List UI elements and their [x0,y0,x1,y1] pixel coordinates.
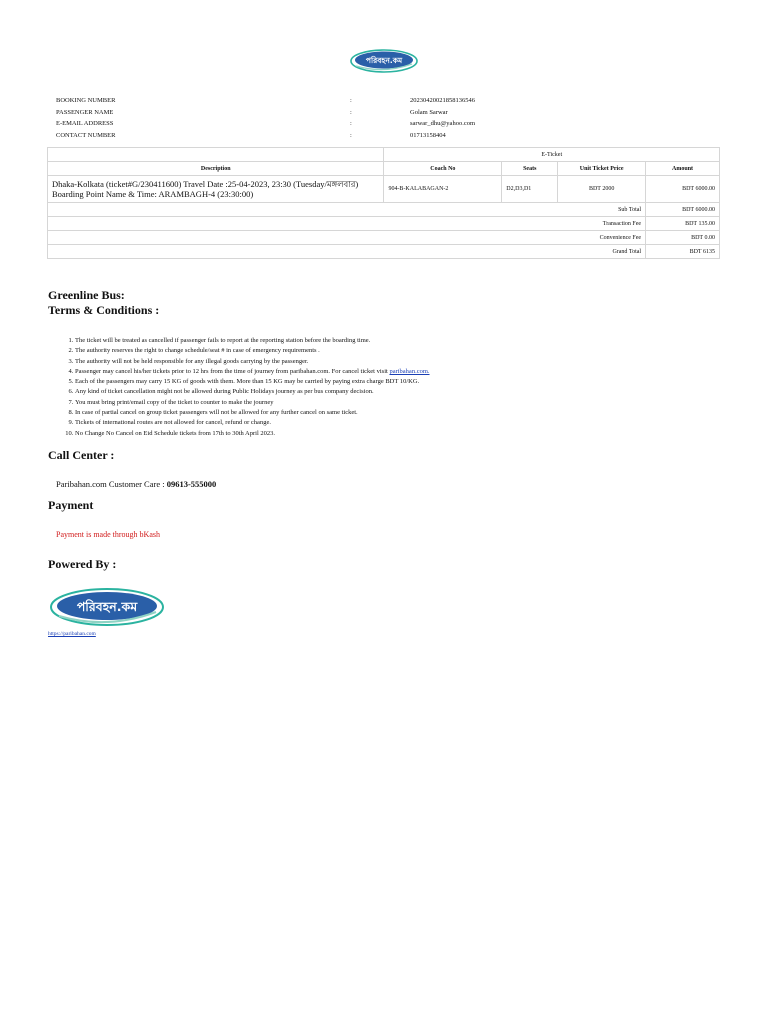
contact-number-value: 01713158404 [410,131,446,139]
term-item: 3. The authority will not be held responsible for any illegal goods carrying by the passenger. [75,357,765,367]
booking-number-value: 20230420021858136546 [410,97,475,104]
term-item: 5. Each of the passengers may carry 15 KG of goods with them. More than 15 KG may be carried by paying extra charge BDT 10/KG. [75,377,765,387]
term-item: 6. Any kind of ticket cancellation might not be allowed during Public Holidays journey as per bus company decision. [75,387,765,397]
unit-ticket-price: BDT 2000 [558,176,646,203]
svg-text:পরিবহন.কম: পরিবহন.কম [365,56,403,65]
grand-total-value: BDT 6135 [646,245,720,259]
contact-number-row [56,130,475,142]
call-center-title: Call Center : [48,448,115,462]
e-ticket-heading: E-Ticket [384,148,720,162]
column-header-unit-price: Unit Ticket Price [558,162,646,176]
ticket-item-row [48,176,720,203]
paribahan-website-link[interactable]: https://paribahan.com [48,631,96,637]
e-ticket-heading-row [48,148,720,162]
payment-title: Payment [48,498,94,512]
term-item: 9. Tickets of international routes are not allowed for cancel, refund or change. [75,418,765,428]
term-item: 2. The authority reserves the right to change schedule/seat # in case of emergency requirements . [75,346,765,356]
transaction-fee-label: Transaction Fee [48,217,646,231]
colon: : [350,108,352,116]
column-header-amount: Amount [646,162,720,176]
call-center-text: Paribahan.com Customer Care : [56,479,167,489]
e-ticket-table [47,147,720,259]
paribahan-logo [350,47,418,74]
email-value: sarwar_dhu@yahoo.com [410,120,476,127]
grand-total-label: Grand Total [48,245,646,259]
passenger-name-row [56,107,475,119]
term-item: 7. You must bring print/email copy of the ticket to counter to make the journey [75,398,765,408]
svg-text:পরিবহন.কম: পরিবহন.কম [76,599,138,614]
term-item: 8. In case of partial cancel on group ticket passengers will not be allowed for any further cancel on same ticket. [75,408,765,418]
trip-description [48,176,384,203]
convenience-fee-label: Convenience Fee [48,231,646,245]
trip-route-line: Dhaka-Kolkata (ticket#G/230411600) Travel Date :25-04-2023, 23:30 (Tuesday/মঙ্গলবার) [52,179,359,189]
contact-number-label: CONTACT NUMBER [56,131,116,139]
column-header-coach: Coach No [384,162,502,176]
item-amount: BDT 6000.00 [646,176,720,203]
colon: : [350,120,352,127]
coach-number: 904-B-KALABAGAN-2 [384,176,502,203]
term-item: 1. The ticket will be treated as cancelled if passenger fails to report at the reporting station before the boarding time. [75,336,765,346]
subtotal-label: Sub Total [48,203,646,217]
column-header-seats: Seats [502,162,558,176]
booking-number-row [56,95,475,107]
convenience-fee-row [48,231,720,245]
term-text: Passenger may cancel his/her tickets prior to 12 hrs from the time of journey from paribahan.com. For cancel ticket visit [75,367,390,375]
convenience-fee-value: BDT 0.00 [646,231,720,245]
colon: : [350,97,352,104]
seat-numbers: D2,D3,D1 [502,176,558,203]
operator-title: Greenline Bus: [48,288,125,302]
passenger-name-label: PASSENGER NAME [56,108,114,116]
cancel-ticket-link[interactable]: paribahan.com. [389,367,430,375]
term-item: 10. No Change No Cancel on Eid Schedule tickets from 17th to 30th April 2023. [75,429,765,439]
subtotal-row [48,203,720,217]
subtotal-value: BDT 6000.00 [646,203,720,217]
booking-info [56,95,475,141]
powered-by-title: Powered By : [48,557,117,571]
terms-list [48,336,765,439]
paribahan-logo [50,586,165,628]
call-center-number: 09613-555000 [166,479,217,489]
transaction-fee-row [48,217,720,231]
payment-method-text: Payment is made through bKash [56,530,160,539]
table-header-row [48,162,720,176]
call-center-info [56,479,216,489]
colon: : [350,131,352,139]
grand-total-row [48,245,720,259]
passenger-name-value: Golam Sarwar [410,108,448,116]
terms-title: Terms & Conditions : [48,303,160,317]
term-item [75,367,765,377]
email-row [56,118,475,130]
transaction-fee-value: BDT 135.00 [646,217,720,231]
booking-number-label: BOOKING NUMBER [56,97,116,104]
email-label: E-EMAIL ADDRESS [56,120,114,127]
column-header-description: Description [48,162,384,176]
boarding-point-line: Boarding Point Name & Time: ARAMBAGH-4 (23:30:00) [52,189,254,199]
